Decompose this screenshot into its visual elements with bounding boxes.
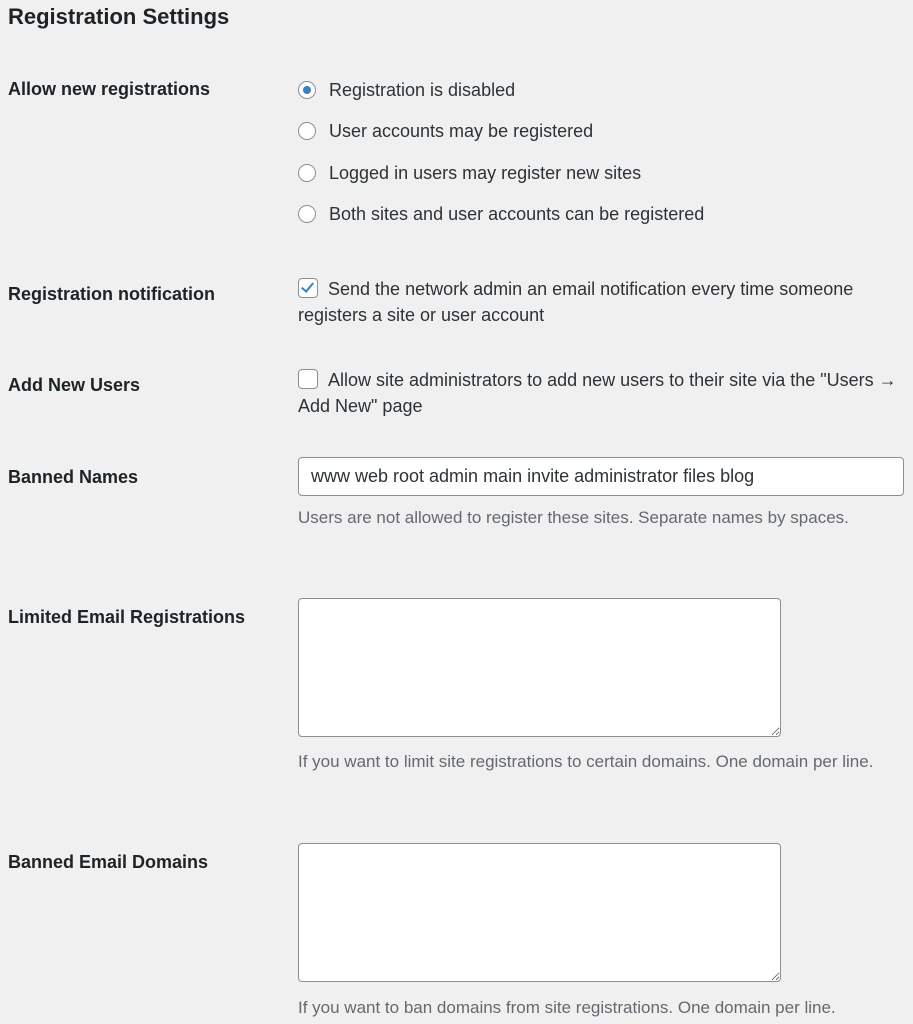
registration-notification-option[interactable] (298, 276, 898, 328)
banned-names-label: Banned Names (8, 467, 139, 487)
limited-email-textarea[interactable] (298, 598, 781, 737)
radio-label: Logged in users may register new sites (329, 162, 642, 183)
banned-email-domains-textarea[interactable] (298, 843, 781, 982)
registration-notification-checkbox[interactable] (298, 278, 318, 298)
add-new-users-option[interactable] (298, 367, 898, 419)
limited-email-description: If you want to limit site registrations to certain domains. One domain per line. (298, 752, 874, 771)
section-title: Registration Settings (8, 4, 230, 29)
radio-logged-in-users[interactable] (298, 164, 316, 182)
checkbox-label: Allow site administrators to add new users to their site via the "Users → Add New" page (298, 370, 897, 416)
registration-notification-label: Registration notification (8, 284, 215, 304)
checkbox-label: Send the network admin an email notification every time someone registers a site or user account (298, 279, 854, 325)
banned-names-description: Users are not allowed to register these sites. Separate names by spaces. (298, 508, 849, 527)
radio-registration-disabled[interactable] (298, 81, 316, 99)
radio-option-user-accounts[interactable] (298, 118, 593, 144)
banned-names-input[interactable] (298, 457, 904, 496)
allow-registrations-label: Allow new registrations (8, 79, 211, 99)
radio-label: Registration is disabled (329, 79, 516, 100)
banned-email-domains-description: If you want to ban domains from site registrations. One domain per line. (298, 998, 836, 1017)
limited-email-label: Limited Email Registrations (8, 607, 246, 627)
add-new-users-label: Add New Users (8, 375, 141, 395)
radio-option-both[interactable] (298, 201, 704, 227)
banned-email-domains-label: Banned Email Domains (8, 852, 209, 872)
radio-label: Both sites and user accounts can be registered (329, 203, 705, 224)
add-new-users-checkbox[interactable] (298, 369, 318, 389)
radio-label: User accounts may be registered (329, 120, 594, 141)
radio-option-registration-disabled[interactable] (298, 77, 515, 103)
radio-user-accounts[interactable] (298, 122, 316, 140)
radio-option-logged-in-users[interactable] (298, 160, 641, 186)
radio-both[interactable] (298, 205, 316, 223)
